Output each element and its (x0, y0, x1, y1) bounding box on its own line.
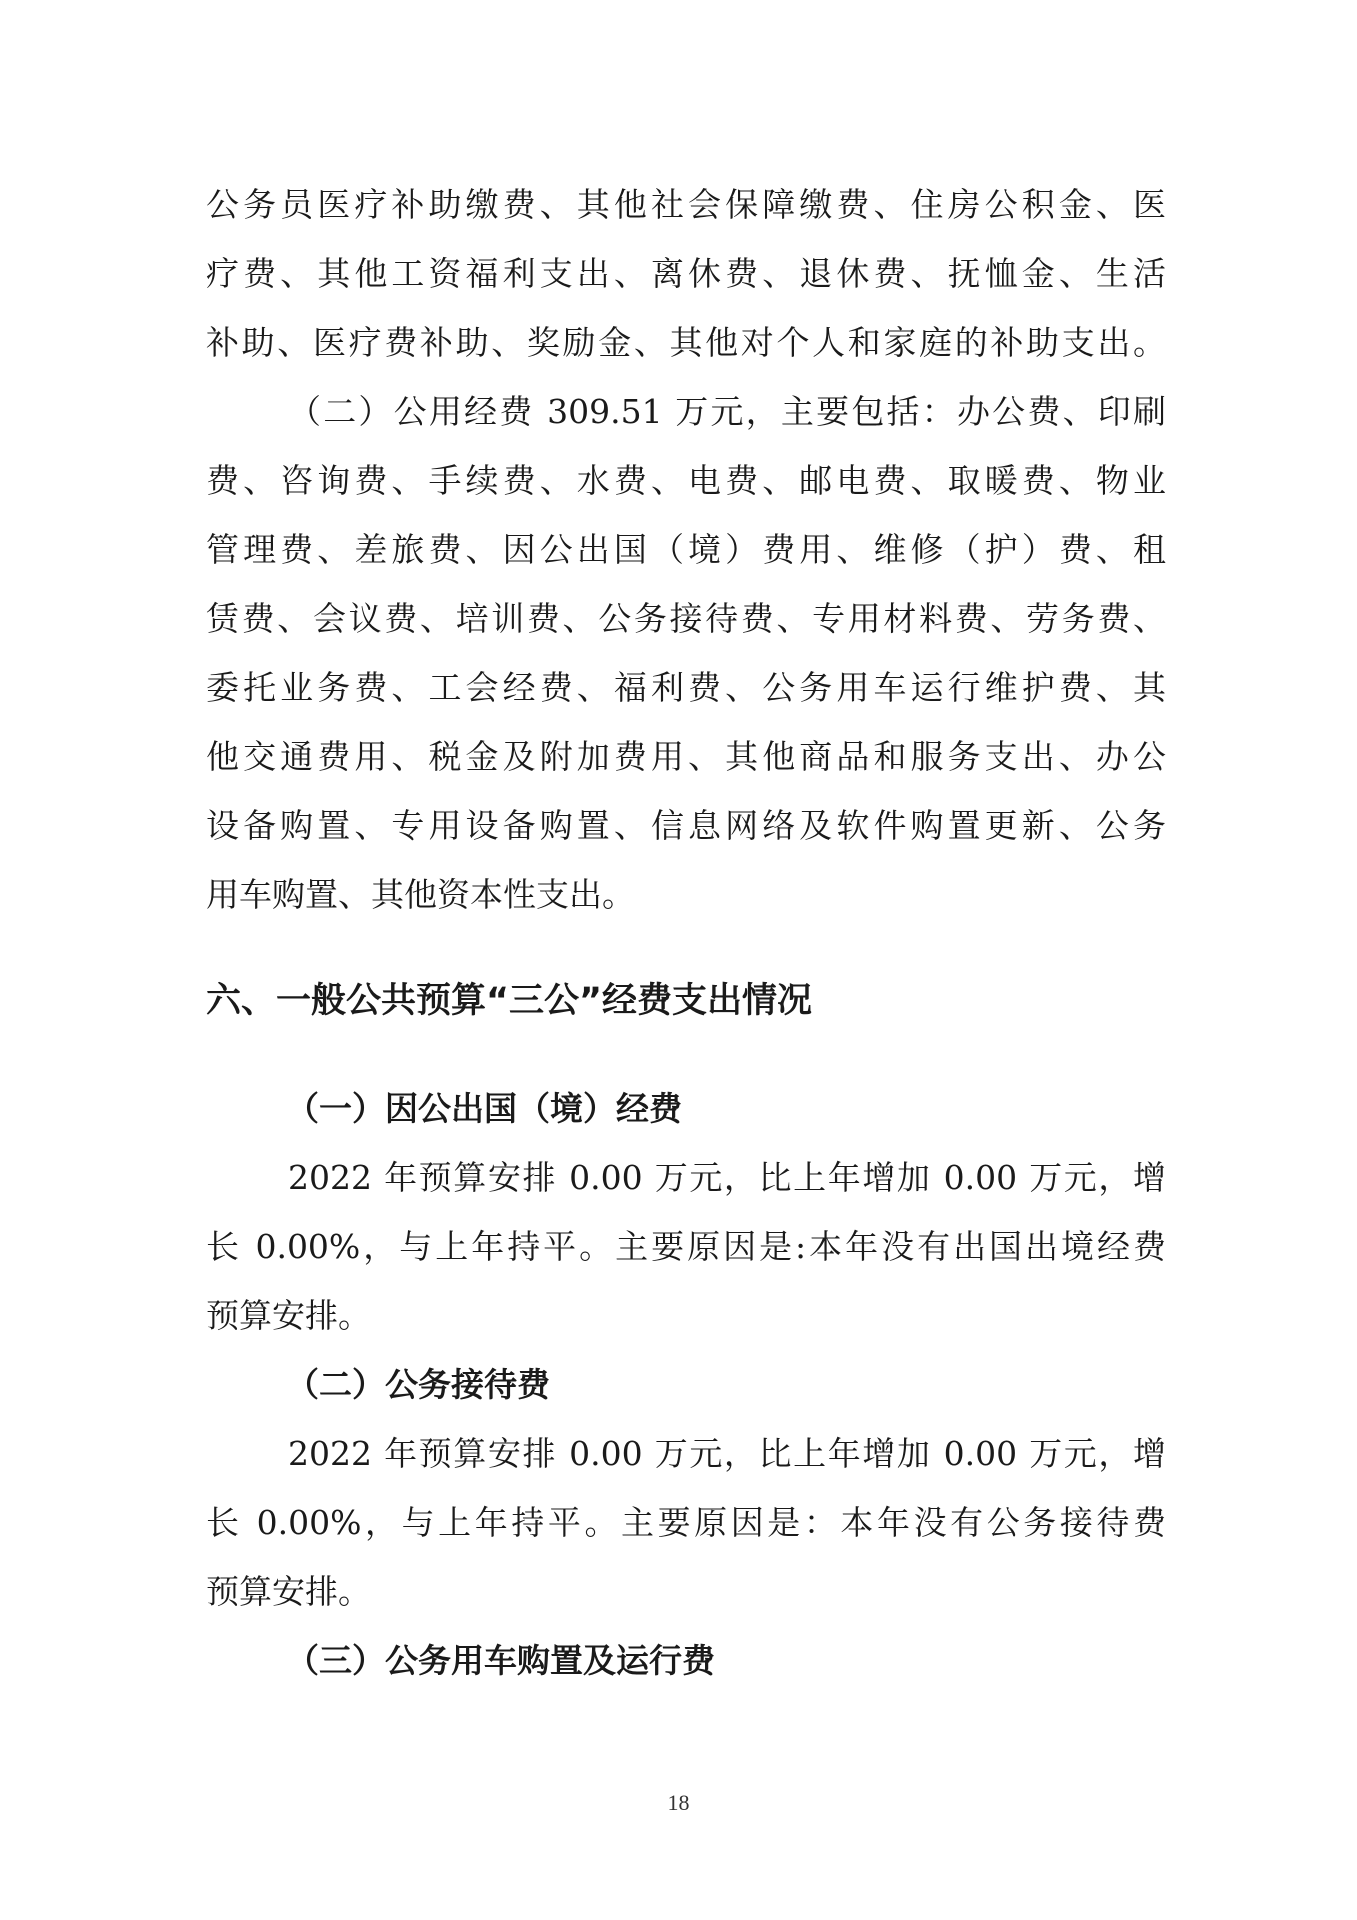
section-heading: 六、一般公共预算“三公”经费支出情况 (206, 981, 813, 1021)
text-line: 公务员医疗补助缴费、其他社会保障缴费、住房公积金、医 (206, 185, 1166, 224)
subsection-heading-reception: （二）公务接待费 (286, 1365, 550, 1404)
text-line: 委托业务费、工会经费、福利费、公务用车运行维护费、其 (206, 668, 1166, 707)
text-line: 费、咨询费、手续费、水费、电费、邮电费、取暖费、物业 (206, 461, 1166, 500)
page-content (206, 170, 1166, 1695)
subsection-heading-overseas-travel: （一）因公出国（境）经费 (286, 1089, 682, 1128)
text-line: 预算安排。 (206, 1572, 371, 1611)
text-line: 长 0.00%，与上年持平。主要原因是：本年没有公务接待费 (206, 1503, 1166, 1542)
text-line: 赁费、会议费、培训费、公务接待费、专用材料费、劳务费、 (206, 599, 1166, 638)
subsection-heading-vehicles: （三）公务用车购置及运行费 (286, 1641, 715, 1680)
paragraph-reception (206, 1419, 1166, 1626)
paragraph-public-expenses (206, 377, 1166, 929)
text-line: 2022 年预算安排 0.00 万元，比上年增加 0.00 万元，增 (288, 1434, 1166, 1473)
text-line: 长 0.00%，与上年持平。主要原因是:本年没有出国出境经费 (206, 1227, 1166, 1266)
text-line: 用车购置、其他资本性支出。 (206, 875, 635, 914)
paragraph-personnel-expenses (206, 170, 1166, 377)
page-number: 18 (667, 1790, 690, 1815)
text-line: 他交通费用、税金及附加费用、其他商品和服务支出、办公 (206, 737, 1166, 776)
text-line: 疗费、其他工资福利支出、离休费、退休费、抚恤金、生活 (206, 254, 1166, 293)
text-line: 补助、医疗费补助、奖励金、其他对个人和家庭的补助支出。 (206, 323, 1166, 362)
text-line: 2022 年预算安排 0.00 万元，比上年增加 0.00 万元，增 (288, 1158, 1166, 1197)
text-line: 管理费、差旅费、因公出国（境）费用、维修（护）费、租 (206, 530, 1166, 569)
text-line: 预算安排。 (206, 1296, 371, 1335)
paragraph-overseas-travel (206, 1143, 1166, 1350)
text-line: （二）公用经费 309.51 万元，主要包括：办公费、印刷 (288, 392, 1166, 431)
text-line: 设备购置、专用设备购置、信息网络及软件购置更新、公务 (206, 806, 1166, 845)
